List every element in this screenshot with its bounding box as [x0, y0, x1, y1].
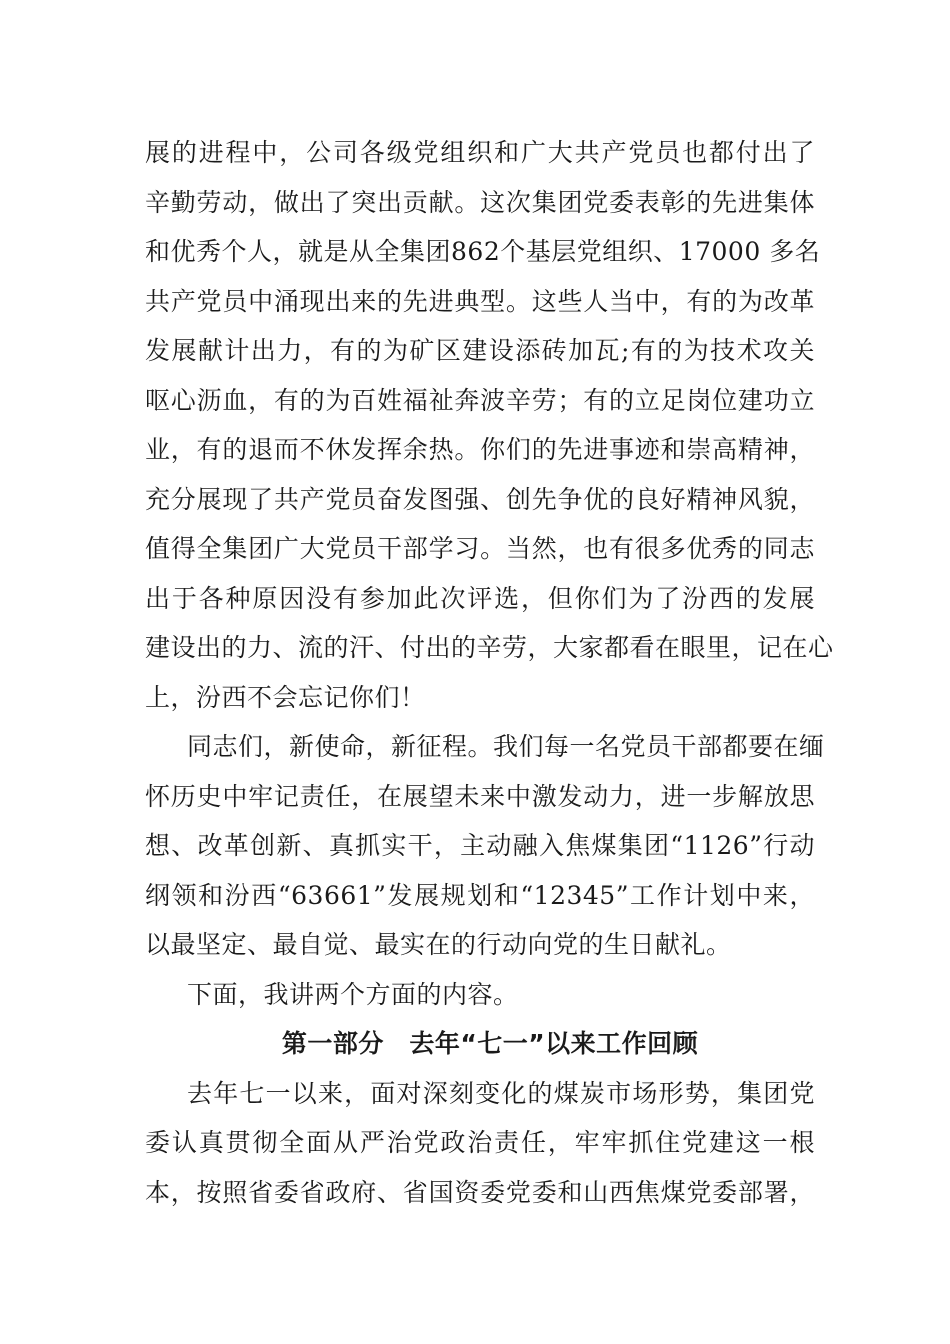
- text-line: 值得全集团广大党员干部学习。当然，也有很多优秀的同志: [145, 534, 815, 563]
- text-line: 纲领和汾西“63661”发展规划和“12345”工作计划中来，: [145, 880, 815, 910]
- text-line: 展的进程中，公司各级党组织和广大共产党员也都付出了: [145, 138, 815, 167]
- text-line: 本，按照省委省政府、省国资委党委和山西焦煤党委部署，: [145, 1177, 815, 1207]
- text-line: 委认真贯彻全面从严治党政治责任，牢牢抓住党建这一根: [145, 1128, 815, 1157]
- text-line: 呕心沥血，有的为百姓福祉奔波辛劳；有的立足岗位建功立: [145, 385, 815, 415]
- paragraph-4: [145, 1069, 815, 1218]
- text-line: 建设出的力、流的汗、付出的辛劳，大家都看在眼里，记在心: [145, 633, 834, 662]
- text-line: 下面，我讲两个方面的内容。: [187, 979, 519, 1009]
- paragraph-3: [145, 970, 815, 1020]
- text-line: 去年七一以来，面对深刻变化的煤炭市场形势，集团党: [187, 1078, 815, 1108]
- text-line: 同志们，新使命，新征程。我们每一名党员干部都要在缅: [187, 732, 825, 761]
- text-line: 怀历史中牢记责任，在展望未来中激发动力，进一步解放思: [145, 781, 815, 811]
- text-line: 以最坚定、最自觉、最实在的行动向党的生日献礼。: [145, 930, 732, 959]
- document-body: [145, 128, 834, 1217]
- text-line: 想、改革创新、真抓实干，主动融入焦煤集团“1126”行动: [145, 831, 815, 860]
- text-line: 辛勤劳动，做出了突出贡献。这次集团党委表彰的先进集体: [145, 187, 815, 217]
- paragraph-1: [145, 128, 834, 722]
- text-line: 充分展现了共产党员奋发图强、创先争优的良好精神风貌，: [145, 484, 815, 514]
- section-heading: 第一部分 去年“七一”以来工作回顾: [281, 1029, 699, 1058]
- text-line: 业，有的退而不休发挥余热。你们的先进事迹和崇高精神，: [145, 435, 815, 464]
- text-line: 发展献计出力，有的为矿区建设添砖加瓦;有的为技术攻关: [145, 336, 815, 365]
- text-line: 和优秀个人，就是从全集团862个基层党组织、17000 多名: [145, 237, 821, 266]
- paragraph-2: [145, 722, 825, 970]
- text-line: 上，汾西不会忘记你们！: [145, 682, 426, 712]
- text-line: 出于各种原因没有参加此次评选，但你们为了汾西的发展: [145, 583, 815, 613]
- text-line: 共产党员中涌现出来的先进典型。这些人当中，有的为改革: [145, 286, 815, 316]
